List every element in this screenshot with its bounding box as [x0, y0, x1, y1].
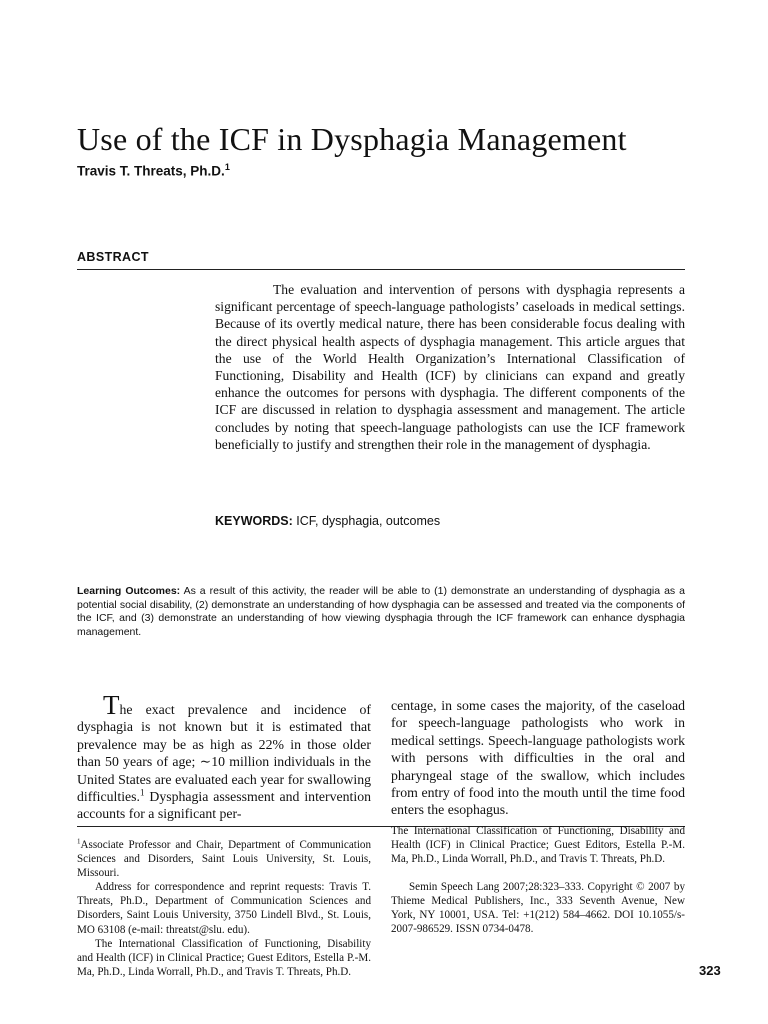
footnote-marker: 1: [77, 837, 81, 846]
author-name: Travis T. Threats, Ph.D.: [77, 163, 225, 179]
footnotes-left: [77, 837, 371, 978]
footnote-correspondence: Address for correspondence and reprint requests: Travis T. Threats, Ph.D., Department of Communication Sciences and Disorders, Saint Louis University, 3750 Lindell Blvd., St. Louis, MO 63108 (e-mail: threatst@slu. edu).: [77, 881, 371, 936]
learning-outcomes: [77, 585, 685, 639]
footnote-affiliation-text: Associate Professor and Chair, Department of Communication Sciences and Disorders, Saint Louis University, St. Louis, Missouri.: [77, 839, 371, 880]
author-line: [77, 162, 230, 179]
page-number: 323: [699, 963, 721, 978]
keywords-label: KEYWORDS:: [215, 514, 293, 528]
keywords-line: [215, 514, 440, 528]
body-left-text-b: Dysphagia assessment and intervention accounts for a significant per-: [77, 789, 371, 822]
footnotes-right: [391, 825, 685, 936]
footnote-affiliation: [77, 838, 371, 880]
body-column-right: centage, in some cases the majority, of the caseload for speech-language pathologists who work in medical settings. Speech-language pathologists work with persons with difficulties in the oral and pharyngeal stage of the swallow, which includes from entry of food into the mouth until the time food enters the esophagus.: [391, 698, 685, 818]
article-title: Use of the ICF in Dysphagia Management: [77, 121, 627, 158]
body-left-text-a: he exact prevalence and incidence of dysphagia is not known but it is estimated that prevalence may be as high as 22% in those older than 50 years of age; ∼10 million individuals in the United States are evaluated each year for swallowing difficulties.: [77, 702, 371, 805]
footnote-issue-continued: [391, 825, 685, 880]
learning-outcomes-label: Learning Outcomes:: [77, 585, 181, 597]
footnote-issue-text: The International Classification of Functioning, Disability and Health (ICF) in Clinical Practice; Guest Editors, Estella P.-M. Ma, Ph.D., Linda Worrall, Ph.D., and Travis T. Threats, Ph.D.: [77, 937, 371, 978]
learning-outcomes-text: As a result of this activity, the reader will be able to (1) demonstrate an understanding of dysphagia as a potential social disability, (2) demonstrate an understanding of how dysphagia can be assessed and treated via the components of the ICF, and (3) demonstrate an understanding of how viewing dysphagia through the ICF framework can enhance dysphagia management.: [77, 585, 685, 638]
drop-cap: T: [103, 690, 120, 720]
keywords-text: ICF, dysphagia, outcomes: [296, 514, 441, 528]
citation-marker: 1: [139, 787, 145, 798]
abstract-text: The evaluation and intervention of persons with dysphagia represents a significant percentage of speech-language pathologists’ caseloads in medical settings. Because of its overtly medical nature, there has been considerable focus dealing with the direct physical health aspects of dysphagia management. This article argues that the use of the World Health Organization’s International Classification of Functioning, Disability and Health (ICF) by clinicians can expand and greatly enhance the outcomes for persons with dysphagia. The different components of the ICF are discussed in relation to dysphagia assessment and management. The article concludes by noting that speech-language pathologists can use the ICF framework beneficially to justify and strengthen their role in the management of dysphagia.: [215, 282, 685, 452]
abstract-divider: [77, 269, 685, 270]
body-column-left: [77, 690, 371, 823]
footnote-issue-continued-text: The International Classification of Functioning, Disability and Health (ICF) in Clinical Practice; Guest Editors, Estella P.-M. Ma, Ph.D., Linda Worrall, Ph.D., and Travis T. Threats, Ph.D.: [391, 825, 685, 866]
footnote-citation: Semin Speech Lang 2007;28:323–333. Copyright © 2007 by Thieme Medical Publishers, Inc., 333 Seventh Avenue, New York, NY 10001, USA. Tel: +1(212) 584–4662. DOI 10.1055/s-2007-986529. ISSN 0734-0478.: [391, 881, 685, 936]
abstract-heading: ABSTRACT: [77, 250, 149, 264]
author-affiliation-marker: 1: [224, 162, 230, 172]
